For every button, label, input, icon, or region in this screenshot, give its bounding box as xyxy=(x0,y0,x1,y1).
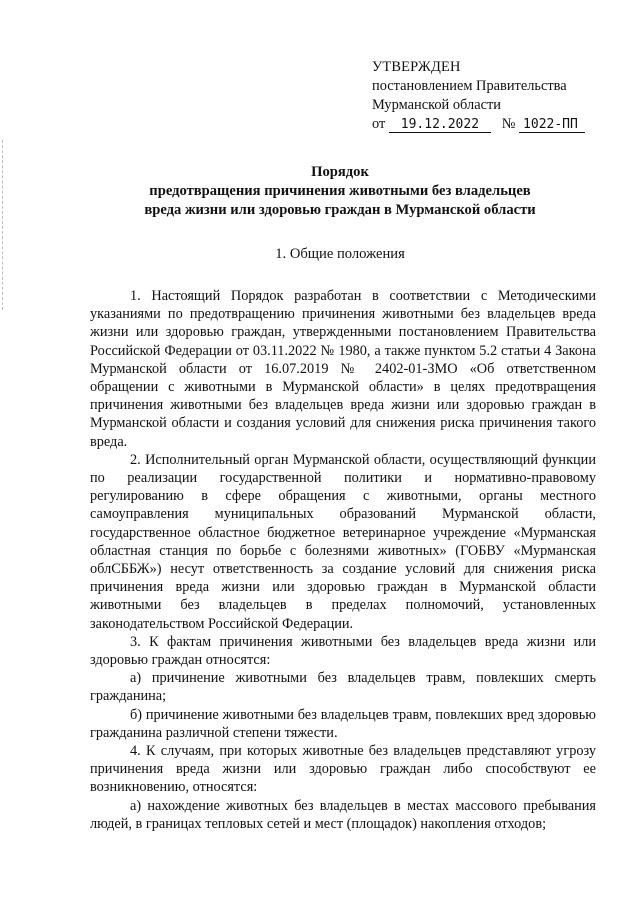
paragraph-4: 4. К случаям, при которых животные без владельцев представляют угрозу причинения вреда жизни или здоровью граждан либо способствуют ее возникновению, относятся: xyxy=(90,743,596,796)
paragraph-1: 1. Настоящий Порядок разработан в соответствии с Методическими указаниями по предотвращению причинения животными без владельцев вреда жизни или здоровью граждан, утвержденными постановлением Правительства Российской Федерации от 03.11.2022 № 1980, а также пунктом 5.2 статьи 4 Закона Мурманской области от 16.07.2019 № 2402-01-ЗМО «Об ответственном обращении с животными в Мурманской области» в целях предотвращения причинения животными без владельцев вреда жизни или здоровью граждан в Мурманской области и создания условий для снижения риска причинения такого вреда. xyxy=(90,288,596,450)
document-title xyxy=(80,163,600,220)
approval-date: 19.12.2022 xyxy=(389,118,491,133)
approval-number: 1022-ПП xyxy=(519,118,585,133)
document-body xyxy=(90,287,596,833)
approval-line-1: постановлением Правительства xyxy=(372,78,567,94)
date-prefix: от xyxy=(372,116,386,132)
approval-date-line xyxy=(372,115,622,134)
title-line-3: вреда жизни или здоровью граждан в Мурманской области xyxy=(144,202,536,218)
title-line-1: Порядок xyxy=(311,164,369,180)
paragraph-4a: а) нахождение животных без владельцев в местах массового пребывания людей, в границах тепловых сетей и мест (площадок) накопления отходов; xyxy=(90,797,596,832)
title-line-2: предотвращения причинения животными без владельцев xyxy=(149,183,531,199)
number-prefix: № xyxy=(501,116,516,132)
section-heading: 1. Общие положения xyxy=(275,246,405,262)
paragraph-3b: б) причинение животными без владельцев травм, повлекших вред здоровью гражданина различной степени тяжести. xyxy=(90,706,596,741)
approval-line-2: Мурманской области xyxy=(372,97,501,113)
paragraph-2: 2. Исполнительный орган Мурманской области, осуществляющий функции по реализации государственной политики и нормативно-правовому регулированию в сфере обращения с животными, органы местного самоуправления муниципальных образований Мурманской области, государственное областное бюджетное ветеринарное учреждение «Мурманская областная станция по борьбе с болезнями животных» (ГОБВУ «Мурманская облСББЖ») несут ответственность за создание условий для снижения риска причинения вреда жизни или здоровью граждан в Мурманской области животными без владельцев в пределах полномочий, установленных законодательством Российской Федерации. xyxy=(90,451,596,632)
paragraph-3: 3. К фактам причинения животными без владельцев вреда жизни или здоровью граждан относятся: xyxy=(90,633,596,669)
scan-edge-marks xyxy=(2,140,5,310)
paragraph-3a: а) причинение животными без владельцев травм, повлекших смерть гражданина; xyxy=(90,670,596,705)
approval-stamp xyxy=(372,58,622,134)
approval-heading: УТВЕРЖДЕН xyxy=(372,59,461,75)
